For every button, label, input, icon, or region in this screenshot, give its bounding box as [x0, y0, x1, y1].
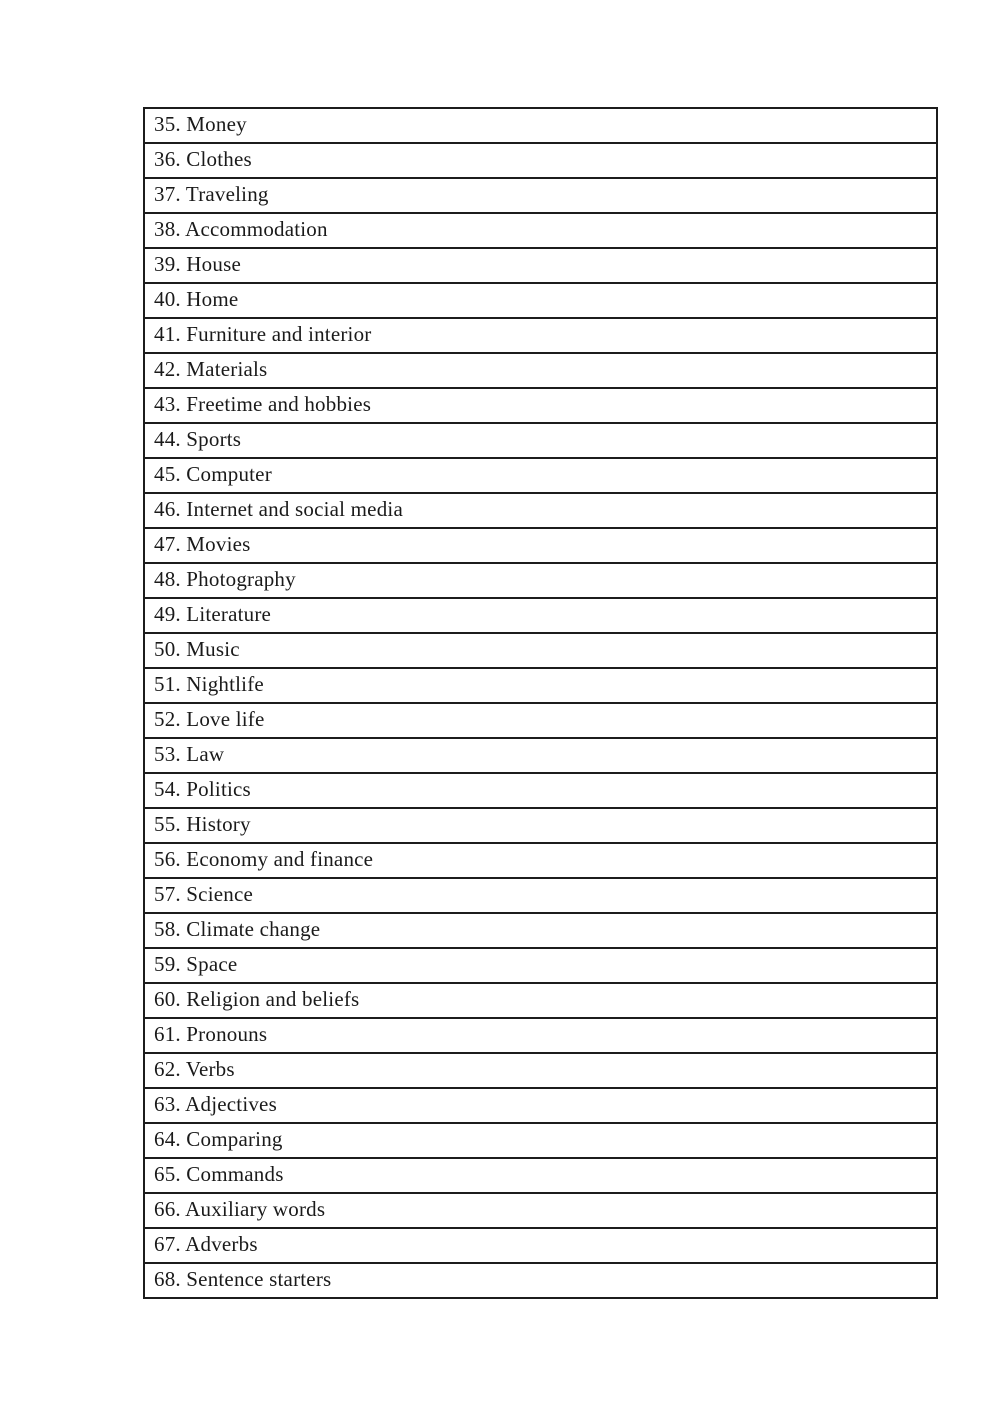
- table-row: [144, 423, 937, 458]
- row-label: 40. Home: [144, 283, 937, 318]
- table-row: [144, 1088, 937, 1123]
- row-label: 56. Economy and finance: [144, 843, 937, 878]
- row-label: 57. Science: [144, 878, 937, 913]
- row-label: 63. Adjectives: [144, 1088, 937, 1123]
- row-label: 58. Climate change: [144, 913, 937, 948]
- table-row: [144, 458, 937, 493]
- table-row: [144, 1263, 937, 1298]
- row-label: 62. Verbs: [144, 1053, 937, 1088]
- row-label: 43. Freetime and hobbies: [144, 388, 937, 423]
- table-row: [144, 668, 937, 703]
- row-label: 48. Photography: [144, 563, 937, 598]
- table-row: [144, 598, 937, 633]
- table-row: [144, 283, 937, 318]
- table-row: [144, 843, 937, 878]
- table-row: [144, 353, 937, 388]
- table-row: [144, 143, 937, 178]
- row-label: 68. Sentence starters: [144, 1263, 937, 1298]
- table-row: [144, 1158, 937, 1193]
- row-label: 38. Accommodation: [144, 213, 937, 248]
- row-label: 41. Furniture and interior: [144, 318, 937, 353]
- table-row: [144, 948, 937, 983]
- table-row: [144, 248, 937, 283]
- row-label: 59. Space: [144, 948, 937, 983]
- table-row: [144, 388, 937, 423]
- contents-rows: [144, 108, 937, 1298]
- table-row: [144, 1193, 937, 1228]
- table-row: [144, 983, 937, 1018]
- table-row: [144, 1053, 937, 1088]
- table-row: [144, 1123, 937, 1158]
- table-row: [144, 528, 937, 563]
- row-label: 45. Computer: [144, 458, 937, 493]
- row-label: 67. Adverbs: [144, 1228, 937, 1263]
- row-label: 47. Movies: [144, 528, 937, 563]
- row-label: 39. House: [144, 248, 937, 283]
- row-label: 61. Pronouns: [144, 1018, 937, 1053]
- row-label: 55. History: [144, 808, 937, 843]
- row-label: 44. Sports: [144, 423, 937, 458]
- table-row: [144, 1228, 937, 1263]
- row-label: 35. Money: [144, 108, 937, 143]
- row-label: 46. Internet and social media: [144, 493, 937, 528]
- row-label: 50. Music: [144, 633, 937, 668]
- contents-table: [143, 107, 938, 1299]
- table-row: [144, 738, 937, 773]
- table-row: [144, 913, 937, 948]
- row-label: 60. Religion and beliefs: [144, 983, 937, 1018]
- table-row: [144, 108, 937, 143]
- table-row: [144, 808, 937, 843]
- row-label: 37. Traveling: [144, 178, 937, 213]
- row-label: 49. Literature: [144, 598, 937, 633]
- row-label: 66. Auxiliary words: [144, 1193, 937, 1228]
- row-label: 36. Clothes: [144, 143, 937, 178]
- row-label: 54. Politics: [144, 773, 937, 808]
- table-row: [144, 178, 937, 213]
- row-label: 52. Love life: [144, 703, 937, 738]
- table-row: [144, 773, 937, 808]
- table-row: [144, 633, 937, 668]
- row-label: 51. Nightlife: [144, 668, 937, 703]
- table-row: [144, 318, 937, 353]
- table-row: [144, 878, 937, 913]
- row-label: 64. Comparing: [144, 1123, 937, 1158]
- table-row: [144, 563, 937, 598]
- table-row: [144, 213, 937, 248]
- row-label: 65. Commands: [144, 1158, 937, 1193]
- table-row: [144, 703, 937, 738]
- row-label: 42. Materials: [144, 353, 937, 388]
- table-row: [144, 493, 937, 528]
- row-label: 53. Law: [144, 738, 937, 773]
- table-row: [144, 1018, 937, 1053]
